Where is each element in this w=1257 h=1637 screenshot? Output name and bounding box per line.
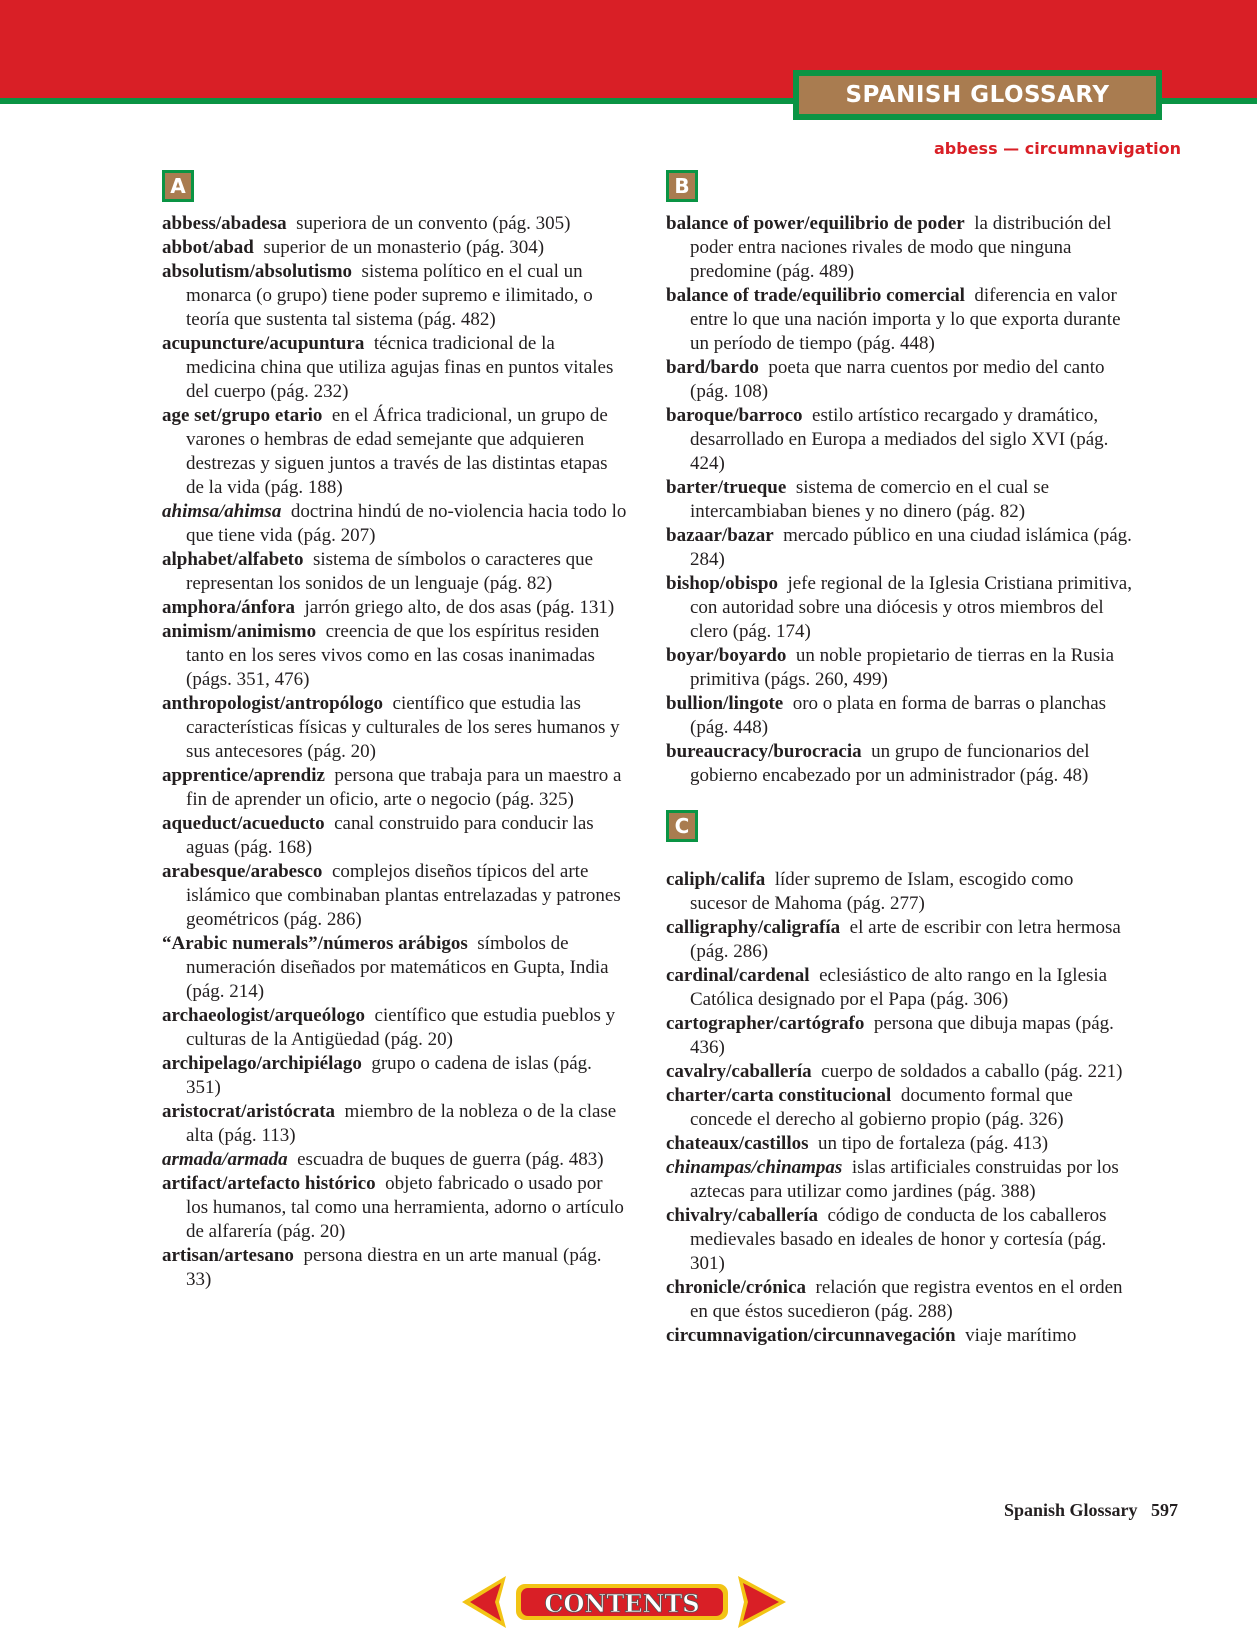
glossary-entry (666, 868, 1132, 916)
glossary-entry (162, 404, 628, 500)
entry-term: charter/carta constitucional (666, 1085, 892, 1106)
glossary-entry (666, 1324, 1132, 1348)
glossary-entry (162, 500, 628, 548)
entry-definition: poeta que narra cuentos por medio del canto (pág. 108) (690, 357, 1105, 402)
entry-term: bureaucracy/burocracia (666, 741, 862, 762)
contents-button[interactable] (516, 1584, 728, 1620)
entry-term: alphabet/alfabeto (162, 549, 304, 570)
entry-definition: documento formal que concede el derecho al gobierno propio (pág. 326) (690, 1085, 1073, 1130)
glossary-entry (162, 1148, 628, 1172)
entry-term: ahimsa/ahimsa (162, 501, 282, 522)
glossary-entry (666, 476, 1132, 524)
entry-term: balance of power/equilibrio de poder (666, 213, 965, 234)
glossary-entry (162, 812, 628, 860)
glossary-entry (162, 332, 628, 404)
page-number: 597 (1151, 1500, 1178, 1520)
entry-term: abbot/abad (162, 237, 254, 258)
entry-range: abbess — circumnavigation (933, 139, 1181, 158)
glossary-entry (162, 236, 628, 260)
glossary-entry (162, 860, 628, 932)
entry-term: artifact/artefacto histórico (162, 1173, 376, 1194)
glossary-entry (162, 1004, 628, 1052)
glossary-entry (162, 1052, 628, 1100)
entry-definition: relación que registra eventos en el orden en que éstos sucedieron (pág. 288) (690, 1277, 1123, 1322)
entry-term: balance of trade/equilibrio comercial (666, 285, 965, 306)
glossary-entry (666, 1204, 1132, 1276)
entry-term: bazaar/bazar (666, 525, 774, 546)
glossary-entry (162, 1100, 628, 1148)
entry-term: apprentice/aprendiz (162, 765, 325, 786)
glossary-entry (162, 212, 628, 236)
glossary-entry (666, 740, 1132, 788)
entry-definition: diferencia en valor entre lo que una nación importa y lo que exporta durante un período de tiempo (pág. 448) (690, 285, 1121, 354)
glossary-entry (666, 572, 1132, 644)
contents-label: CONTENTS (544, 1589, 700, 1618)
entry-term: “Arabic numerals”/números arábigos (162, 933, 468, 954)
entry-term: caliph/califa (666, 869, 766, 890)
entry-term: cartographer/cartógrafo (666, 1013, 865, 1034)
entry-definition: mercado público en una ciudad islámica (pág. 284) (690, 525, 1132, 570)
entry-term: baroque/barroco (666, 405, 803, 426)
entry-definition: grupo o cadena de islas (pág. 351) (186, 1053, 592, 1098)
entry-definition: jefe regional de la Iglesia Cristiana primitiva, con autoridad sobre una diócesis y otros miembros del clero (pág. 174) (690, 573, 1132, 642)
entry-definition: un noble propietario de tierras en la Rusia primitiva (págs. 260, 499) (690, 645, 1115, 690)
entry-definition: islas artificiales construidas por los aztecas para utilizar como jardines (pág. 388) (690, 1157, 1119, 1202)
entry-term: bard/bardo (666, 357, 759, 378)
entry-definition: líder supremo de Islam, escogido como sucesor de Mahoma (pág. 277) (690, 869, 1074, 914)
glossary-entry (666, 356, 1132, 404)
entry-definition: complejos diseños típicos del arte islámico que combinaban plantas entrelazadas y patrones geométricos (pág. 286) (186, 861, 621, 930)
entry-term: absolutism/absolutismo (162, 261, 353, 282)
entry-definition: en el África tradicional, un grupo de varones o hembras de edad semejante que adquieren destrezas y siguen juntos a través de las distintas etapas de la vida (pág. 188) (186, 405, 608, 498)
entry-definition: sistema de comercio en el cual se intercambiaban bienes y no dinero (pág. 82) (690, 477, 1050, 522)
glossary-entry (666, 692, 1132, 740)
column-left (162, 212, 628, 1292)
entry-term: abbess/abadesa (162, 213, 287, 234)
section-letter-c: C (666, 810, 698, 842)
section-letter-b: B (666, 170, 698, 202)
glossary-entry (666, 1012, 1132, 1060)
entry-term: artisan/artesano (162, 1245, 294, 1266)
entry-definition: oro o plata en forma de barras o planchas (pág. 448) (690, 693, 1107, 738)
entry-term: amphora/ánfora (162, 597, 295, 618)
glossary-entry (666, 1132, 1132, 1156)
entry-definition: miembro de la nobleza o de la clase alta (pág. 113) (186, 1101, 617, 1146)
glossary-entry (666, 212, 1132, 284)
entry-term: chivalry/caballería (666, 1205, 818, 1226)
entry-definition: superiora de un convento (pág. 305) (296, 213, 571, 234)
previous-page-arrow-icon[interactable] (462, 1576, 506, 1628)
entry-definition: doctrina hindú de no-violencia hacia todo lo que tiene vida (pág. 207) (186, 501, 627, 546)
entry-term: chinampas/chinampas (666, 1157, 843, 1178)
entry-term: arabesque/arabesco (162, 861, 323, 882)
contents-nav (460, 1572, 790, 1637)
entry-term: acupuncture/acupuntura (162, 333, 365, 354)
entry-definition: sistema político en el cual un monarca (o grupo) tiene poder supremo e ilimitado, o teoría que sustenta tal sistema (pág. 482) (186, 261, 593, 330)
page-footer (1004, 1500, 1178, 1521)
entry-definition: sistema de símbolos o caracteres que representan los sonidos de un lenguaje (pág. 82) (186, 549, 594, 594)
entry-term: chateaux/castillos (666, 1133, 809, 1154)
entry-definition: científico que estudia las características físicas y culturales de los seres humanos y sus antecesores (pág. 20) (186, 693, 620, 762)
glossary-entry (162, 260, 628, 332)
glossary-entry (162, 764, 628, 812)
entry-definition: creencia de que los espíritus residen tanto en los seres vivos como en las cosas inanimadas (págs. 351, 476) (186, 621, 600, 690)
glossary-entry (162, 1244, 628, 1292)
entry-definition: cuerpo de soldados a caballo (pág. 221) (821, 1061, 1123, 1082)
entry-term: calligraphy/caligrafía (666, 917, 841, 938)
entry-term: boyar/boyardo (666, 645, 787, 666)
glossary-entry (666, 404, 1132, 476)
glossary-title-box (793, 70, 1162, 120)
next-page-arrow-icon[interactable] (738, 1576, 786, 1628)
entry-definition: técnica tradicional de la medicina china que utiliza agujas finas en puntos vitales del cuerpo (pág. 232) (186, 333, 614, 402)
glossary-entry (162, 596, 628, 620)
entry-definition: código de conducta de los caballeros medievales basado en ideales de honor y cortesía (pág. 301) (690, 1205, 1107, 1274)
entry-term: cavalry/caballería (666, 1061, 812, 1082)
entry-term: bullion/lingote (666, 693, 784, 714)
glossary-entry (666, 1276, 1132, 1324)
glossary-entry (666, 644, 1132, 692)
entry-term: archaeologist/arqueólogo (162, 1005, 366, 1026)
entry-definition: científico que estudia pueblos y culturas de la Antigüedad (pág. 20) (186, 1005, 616, 1050)
entry-definition: canal construido para conducir las aguas (pág. 168) (186, 813, 594, 858)
entry-definition: persona que dibuja mapas (pág. 436) (690, 1013, 1114, 1058)
glossary-entry (666, 1156, 1132, 1204)
page-title: SPANISH GLOSSARY (799, 76, 1156, 114)
entry-term: anthropologist/antropólogo (162, 693, 384, 714)
section-c-list (666, 868, 1132, 1348)
entry-term: aristocrat/aristócrata (162, 1101, 336, 1122)
entry-definition: persona diestra en un arte manual (pág. 33) (186, 1245, 602, 1290)
glossary-entry (666, 1060, 1132, 1084)
section-b-list (666, 212, 1132, 788)
entry-term: armada/armada (162, 1149, 288, 1170)
entry-term: barter/trueque (666, 477, 787, 498)
entry-term: circumnavigation/circunnavegación (666, 1325, 956, 1346)
entry-term: bishop/obispo (666, 573, 778, 594)
entry-definition: eclesiástico de alto rango en la Iglesia Católica designado por el Papa (pág. 306) (690, 965, 1108, 1010)
entry-definition: un tipo de fortaleza (pág. 413) (818, 1133, 1049, 1154)
entry-term: archipelago/archipiélago (162, 1053, 362, 1074)
entry-definition: jarrón griego alto, de dos asas (pág. 131) (304, 597, 615, 618)
footer-label: Spanish Glossary (1003, 1500, 1138, 1520)
glossary-entry (666, 1084, 1132, 1132)
entry-term: age set/grupo etario (162, 405, 323, 426)
glossary-entry (162, 692, 628, 764)
entry-definition: superior de un monasterio (pág. 304) (263, 237, 545, 258)
entry-definition: un grupo de funcionarios del gobierno encabezado por un administrador (pág. 48) (690, 741, 1090, 786)
entry-definition: el arte de escribir con letra hermosa (pág. 286) (690, 917, 1121, 962)
glossary-entry (666, 524, 1132, 572)
glossary-entry (162, 620, 628, 692)
glossary-entry (162, 1172, 628, 1244)
entry-definition: símbolos de numeración diseñados por matemáticos en Gupta, India (pág. 214) (186, 933, 609, 1002)
glossary-entry (666, 964, 1132, 1012)
entry-term: cardinal/cardenal (666, 965, 810, 986)
column-right (666, 212, 1132, 1348)
entry-term: chronicle/crónica (666, 1277, 807, 1298)
glossary-entry (162, 548, 628, 596)
glossary-entry (162, 932, 628, 1004)
glossary-entry (666, 916, 1132, 964)
entry-definition: objeto fabricado o usado por los humanos, tal como una herramienta, adorno o artículo de alfarería (pág. 20) (186, 1173, 624, 1242)
entry-definition: estilo artístico recargado y dramático, desarrollado en Europa a mediados del siglo XVI (pág. 424) (690, 405, 1109, 474)
entry-term: animism/animismo (162, 621, 317, 642)
entry-definition: persona que trabaja para un maestro a fin de aprender un oficio, arte o negocio (pág. 325) (186, 765, 622, 810)
entry-definition: escuadra de buques de guerra (pág. 483) (297, 1149, 604, 1170)
entry-definition: la distribución del poder entra naciones rivales de modo que ninguna predomine (pág. 489) (690, 213, 1112, 282)
glossary-entry (666, 284, 1132, 356)
entry-definition: viaje marítimo (965, 1325, 1077, 1346)
entry-term: aqueduct/acueducto (162, 813, 325, 834)
section-letter-a: A (162, 170, 194, 202)
